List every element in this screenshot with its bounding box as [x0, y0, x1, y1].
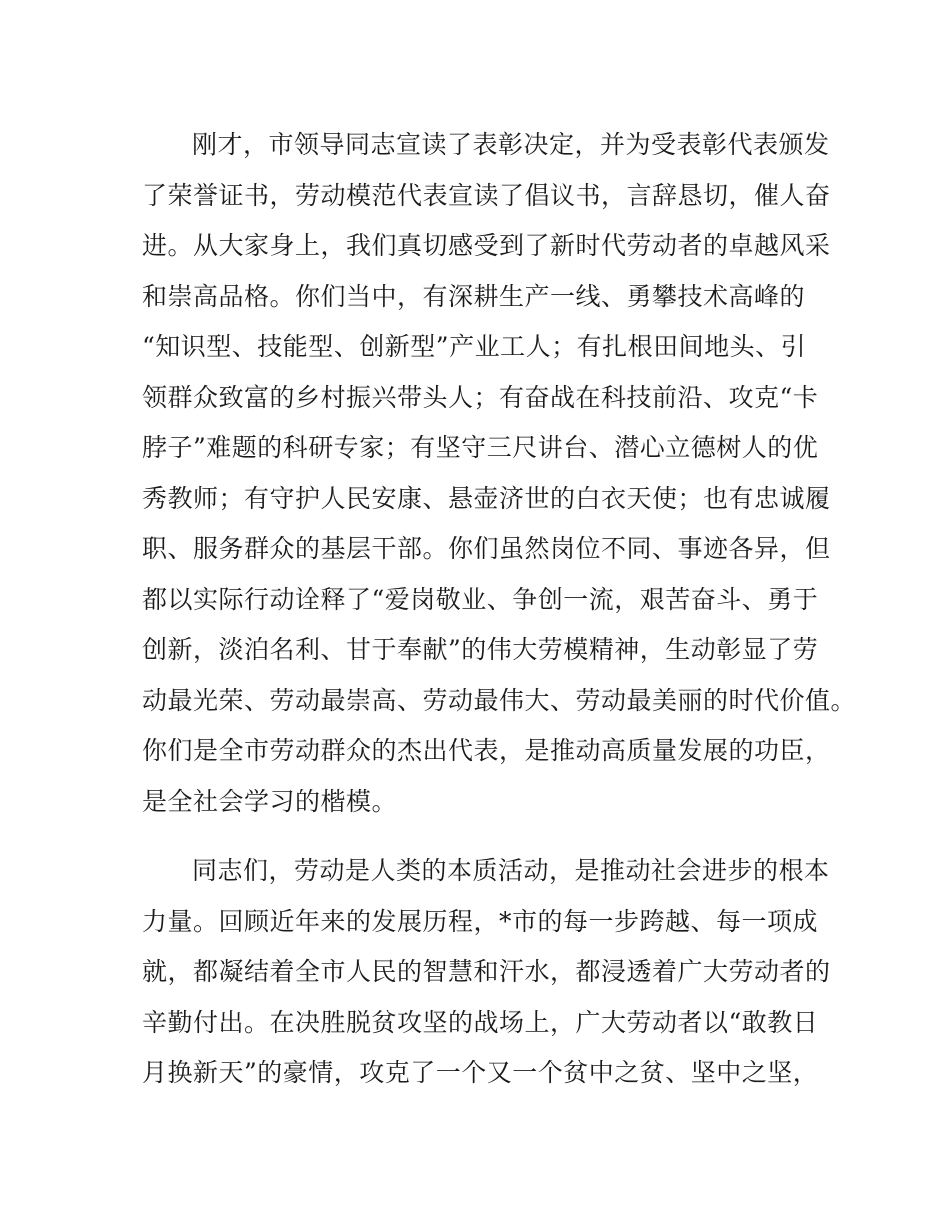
- paragraph-line: 是全社会学习的楷模。: [142, 787, 398, 816]
- paragraph-line: 进。从大家身上，我们真切感受到了新时代劳动者的卓越风采: [142, 231, 831, 260]
- paragraph-line: “知识型、技能型、创新型”产业工人；有扎根田间地头、引: [142, 332, 807, 361]
- paragraph-line: 脖子”难题的科研专家；有坚守三尺讲台、潜心立德树人的优: [142, 433, 819, 462]
- paragraph-line: 了荣誉证书，劳动模范代表宣读了倡议书，言辞恳切，催人奋: [142, 181, 831, 210]
- paragraph-line: 职、服务群众的基层干部。你们虽然岗位不同、事迹各异，但: [142, 534, 831, 563]
- paragraph-line: 秀教师；有守护人民安康、悬壶济世的白衣天使；也有忠诚履: [142, 484, 831, 513]
- paragraph-line: 力量。回顾近年来的发展历程，*市的每一步跨越、每一项成: [142, 907, 819, 936]
- paragraph-line: 领群众致富的乡村振兴带头人；有奋战在科技前沿、攻克“卡: [142, 383, 819, 412]
- paragraph-line: 都以实际行动诠释了“爱岗敬业、争创一流，艰苦奋斗、勇于: [142, 585, 819, 614]
- paragraph-line: 创新，淡泊名利、甘于奉献”的伟大劳模精神，生动彰显了劳: [142, 635, 819, 664]
- paragraph-line: 月换新天”的豪情，攻克了一个又一个贫中之贫、坚中之坚，: [142, 1058, 819, 1087]
- paragraph-line: 同志们，劳动是人类的本质活动，是推动社会进步的根本: [192, 856, 830, 885]
- paragraph-line: 刚才，市领导同志宣读了表彰决定，并为受表彰代表颁发: [192, 130, 830, 159]
- paragraph-line: 和崇高品格。你们当中，有深耕生产一线、勇攀技术高峰的: [142, 282, 806, 311]
- paragraph-line: 你们是全市劳动群众的杰出代表，是推动高质量发展的功臣，: [142, 736, 831, 765]
- paragraph-line: 辛勤付出。在决胜脱贫攻坚的战场上，广大劳动者以“敢教日: [142, 1008, 819, 1037]
- paragraph-line: 动最光荣、劳动最崇高、劳动最伟大、劳动最美丽的时代价值。: [142, 686, 857, 715]
- paragraph-line: 就，都凝结着全市人民的智慧和汗水，都浸透着广大劳动者的: [142, 957, 831, 986]
